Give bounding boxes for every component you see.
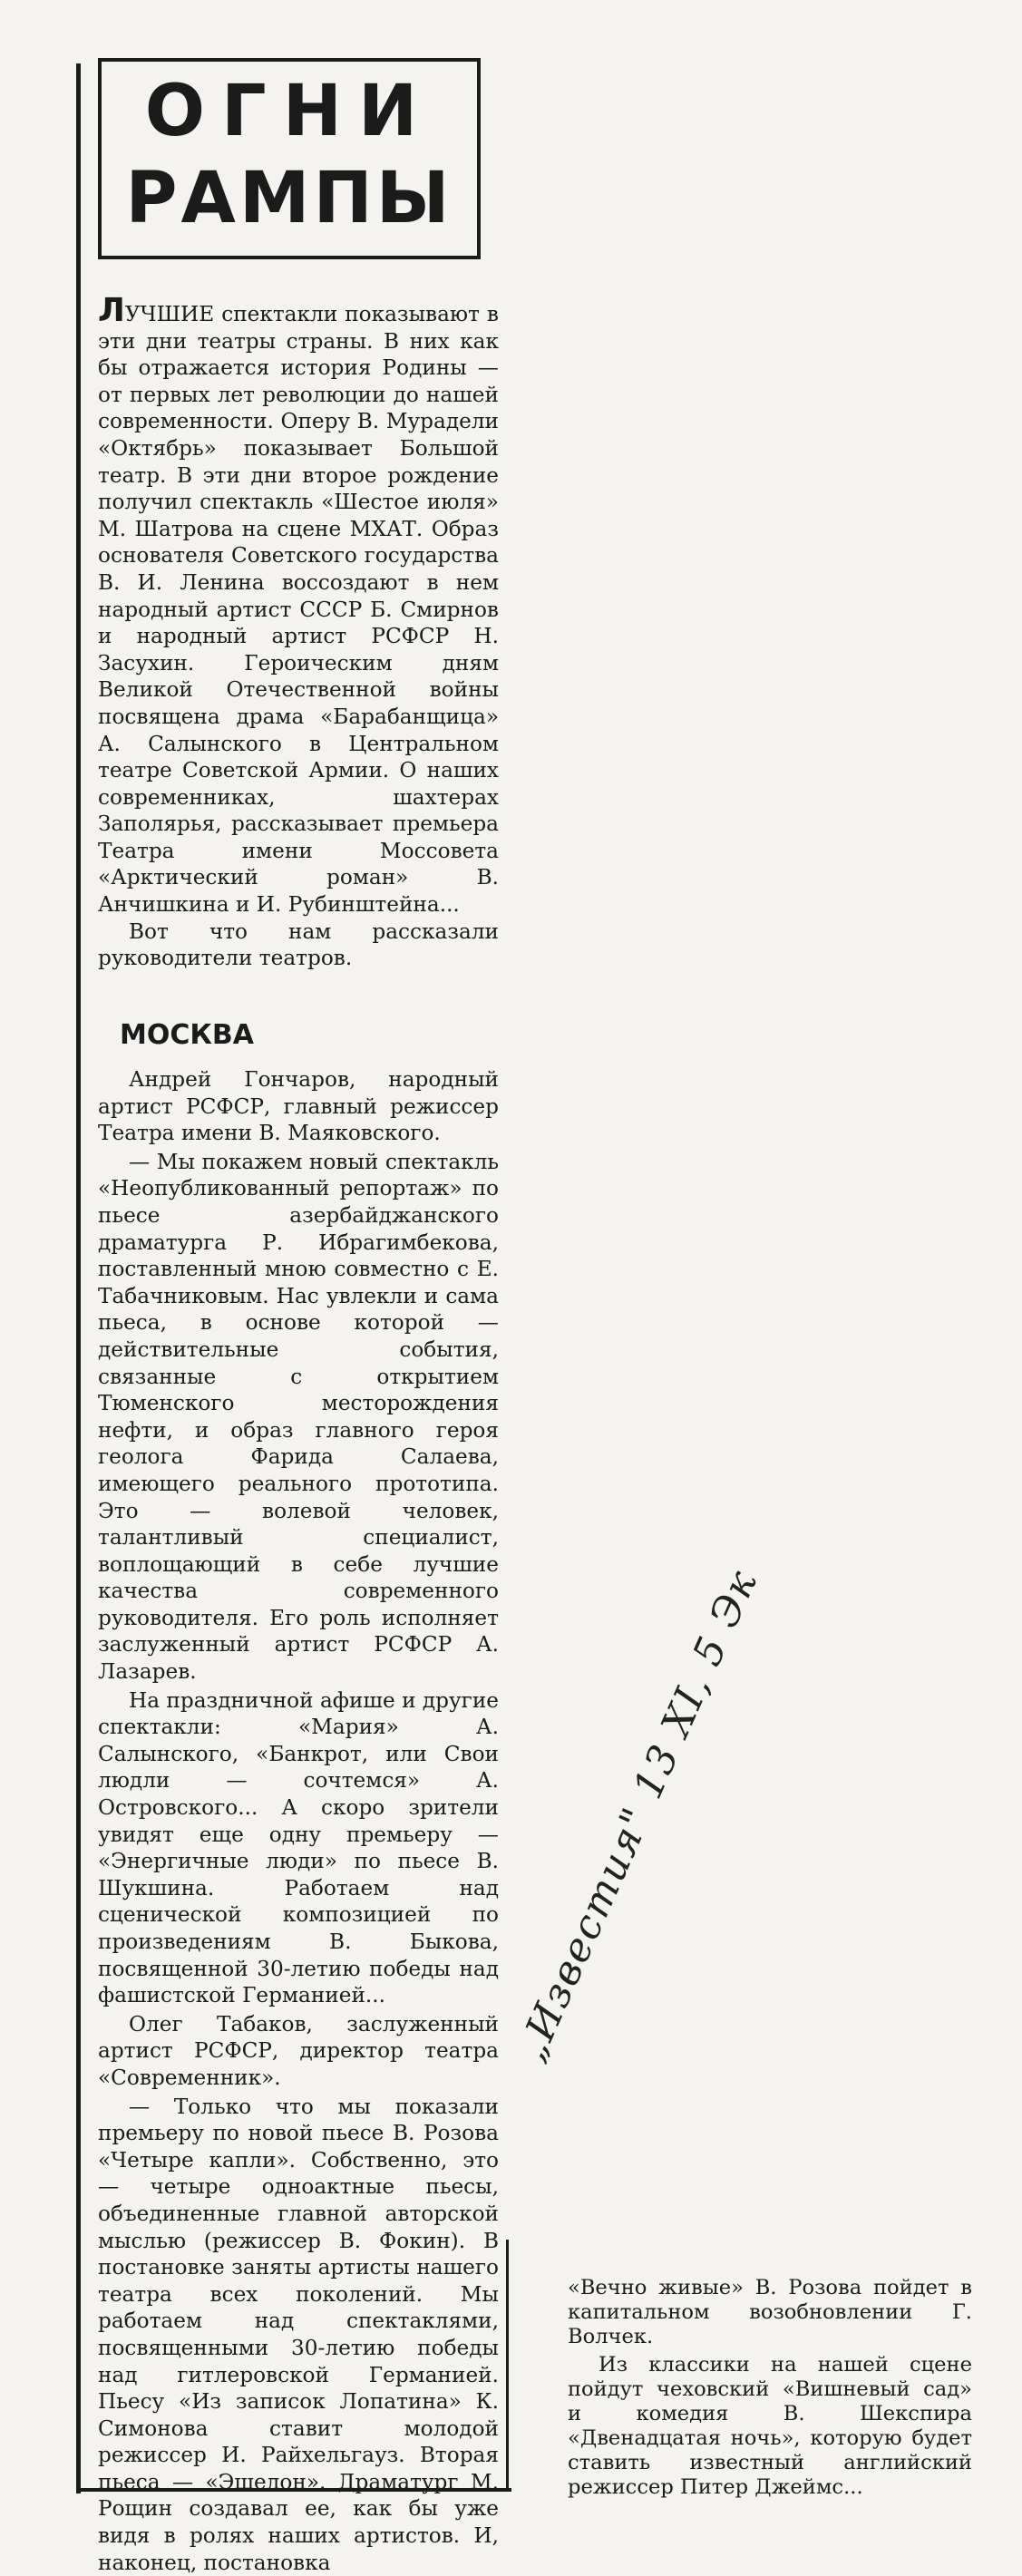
headline-box [98,58,481,259]
intro-paragraph-2: Вот что нам рассказали руководители театров. [98,919,499,971]
right-column-rule [506,2240,509,2492]
goncharov-statement: — Мы покажем новый спектакль «Неопубликованный репортаж» по пьесе азербайджанского драматурга Р. Ибрагимбекова, поставленный мною совместно с Е. Табачниковым. Нас увлекли и сама пьеса, в основе которой — действительные события, связанные с открытием Тюменского месторождения нефти, и образ главного героя геолога Фарида Салаева, имеющего реального прототипа. Это — волевой человек, талантливый специалист, воплощающий в себе лучшие качества современного руководителя. Его роль исполняет заслуженный артист РСФСР А. Лазарев. [98,1149,499,1685]
speaker-tabakov: Олег Табаков, заслуженный артист РСФСР, директор театра «Современник». [98,2011,499,2090]
headline-line-1: ОГНИ [144,71,434,152]
right-paragraph-2: Из классики на нашей сцене пойдут чеховский «Вишневый сад» и комедия В. Шекспира «Двенадцатая ночь», которую будет ставить известный английский режиссер Питер Джеймс... [568,2353,972,2499]
intro-paragraph-1-text: УЧШИЕ спектакли показывают в эти дни театры страны. В них как бы отражается история Родины — от первых лет революции до нашей современности. Оперу В. Мурадели «Октябрь» показывает Большой театр. В эти дни второе рождение получил спектакль «Шестое июля» М. Шатрова на сцене МХАТ. Образ основателя Советского государства В. И. Ленина воссоздают в нем народный артист СССР Б. Смирнов и народный артист РСФСР Н. Засухин. Героическим дням Великой Отечественной войны посвящена драма «Барабанщица» А. Салынского в Центральном театре Советской Армии. О наших современниках, шахтерах Заполярья, рассказывает премьера Театра имени Моссовета «Арктический роман» В. Анчишкина и И. Рубинштейна... [98,302,499,918]
left-column-rule [76,63,81,2493]
speaker-goncharov: Андрей Гончаров, народный артист РСФСР, главный режиссер Театра имени В. Маяковского. [98,1067,499,1146]
drop-cap: Л [98,292,125,329]
handwritten-source-note: „Известия" 13 XI, 5 Эк [508,1562,767,2068]
right-column-text [568,2276,972,2500]
right-paragraph-1: «Вечно живые» В. Розова пойдет в капитальном возобновлении Г. Волчек. [568,2276,972,2348]
tabakov-statement: — Только что мы показали премьеру по новой пьесе В. Розова «Четыре капли». Собственно, это — четыре одноактные пьесы, объединенные главной авторской мыслью (режиссер В. Фокин). В постановке заняты артисты нашего театра всех поколений. Мы работаем над спектаклями, посвященными 30-летию победы над гитлеровской Германией. Пьесу «Из записок Лопатина» К. Симонова ставит молодой режиссер И. Райхельгауз. Вторая пьеса — «Эшелон». Драматург М. Рощин создавал ее, как бы уже видя в ролях наших артистов. И, наконец, постановка [98,2094,499,2575]
intro-paragraph-1 [98,292,499,919]
headline-line-2: РАМПЫ [125,158,453,239]
intro-text [98,292,499,972]
main-article-text [98,1064,499,2576]
section-title: МОСКВА [120,1019,254,1051]
goncharov-playbill: На праздничной афише и другие спектакли: «Мария» А. Салынского, «Банкрот, или Свои людли — сочтемся» А. Островского... А скоро зрители увидят еще одну премьеру — «Энергичные люди» по пьесе В. Шукшина. Работаем над сценической композицией по произведениям В. Быкова, посвященной 30-летию победы над фашистской Германией... [98,1687,499,2008]
